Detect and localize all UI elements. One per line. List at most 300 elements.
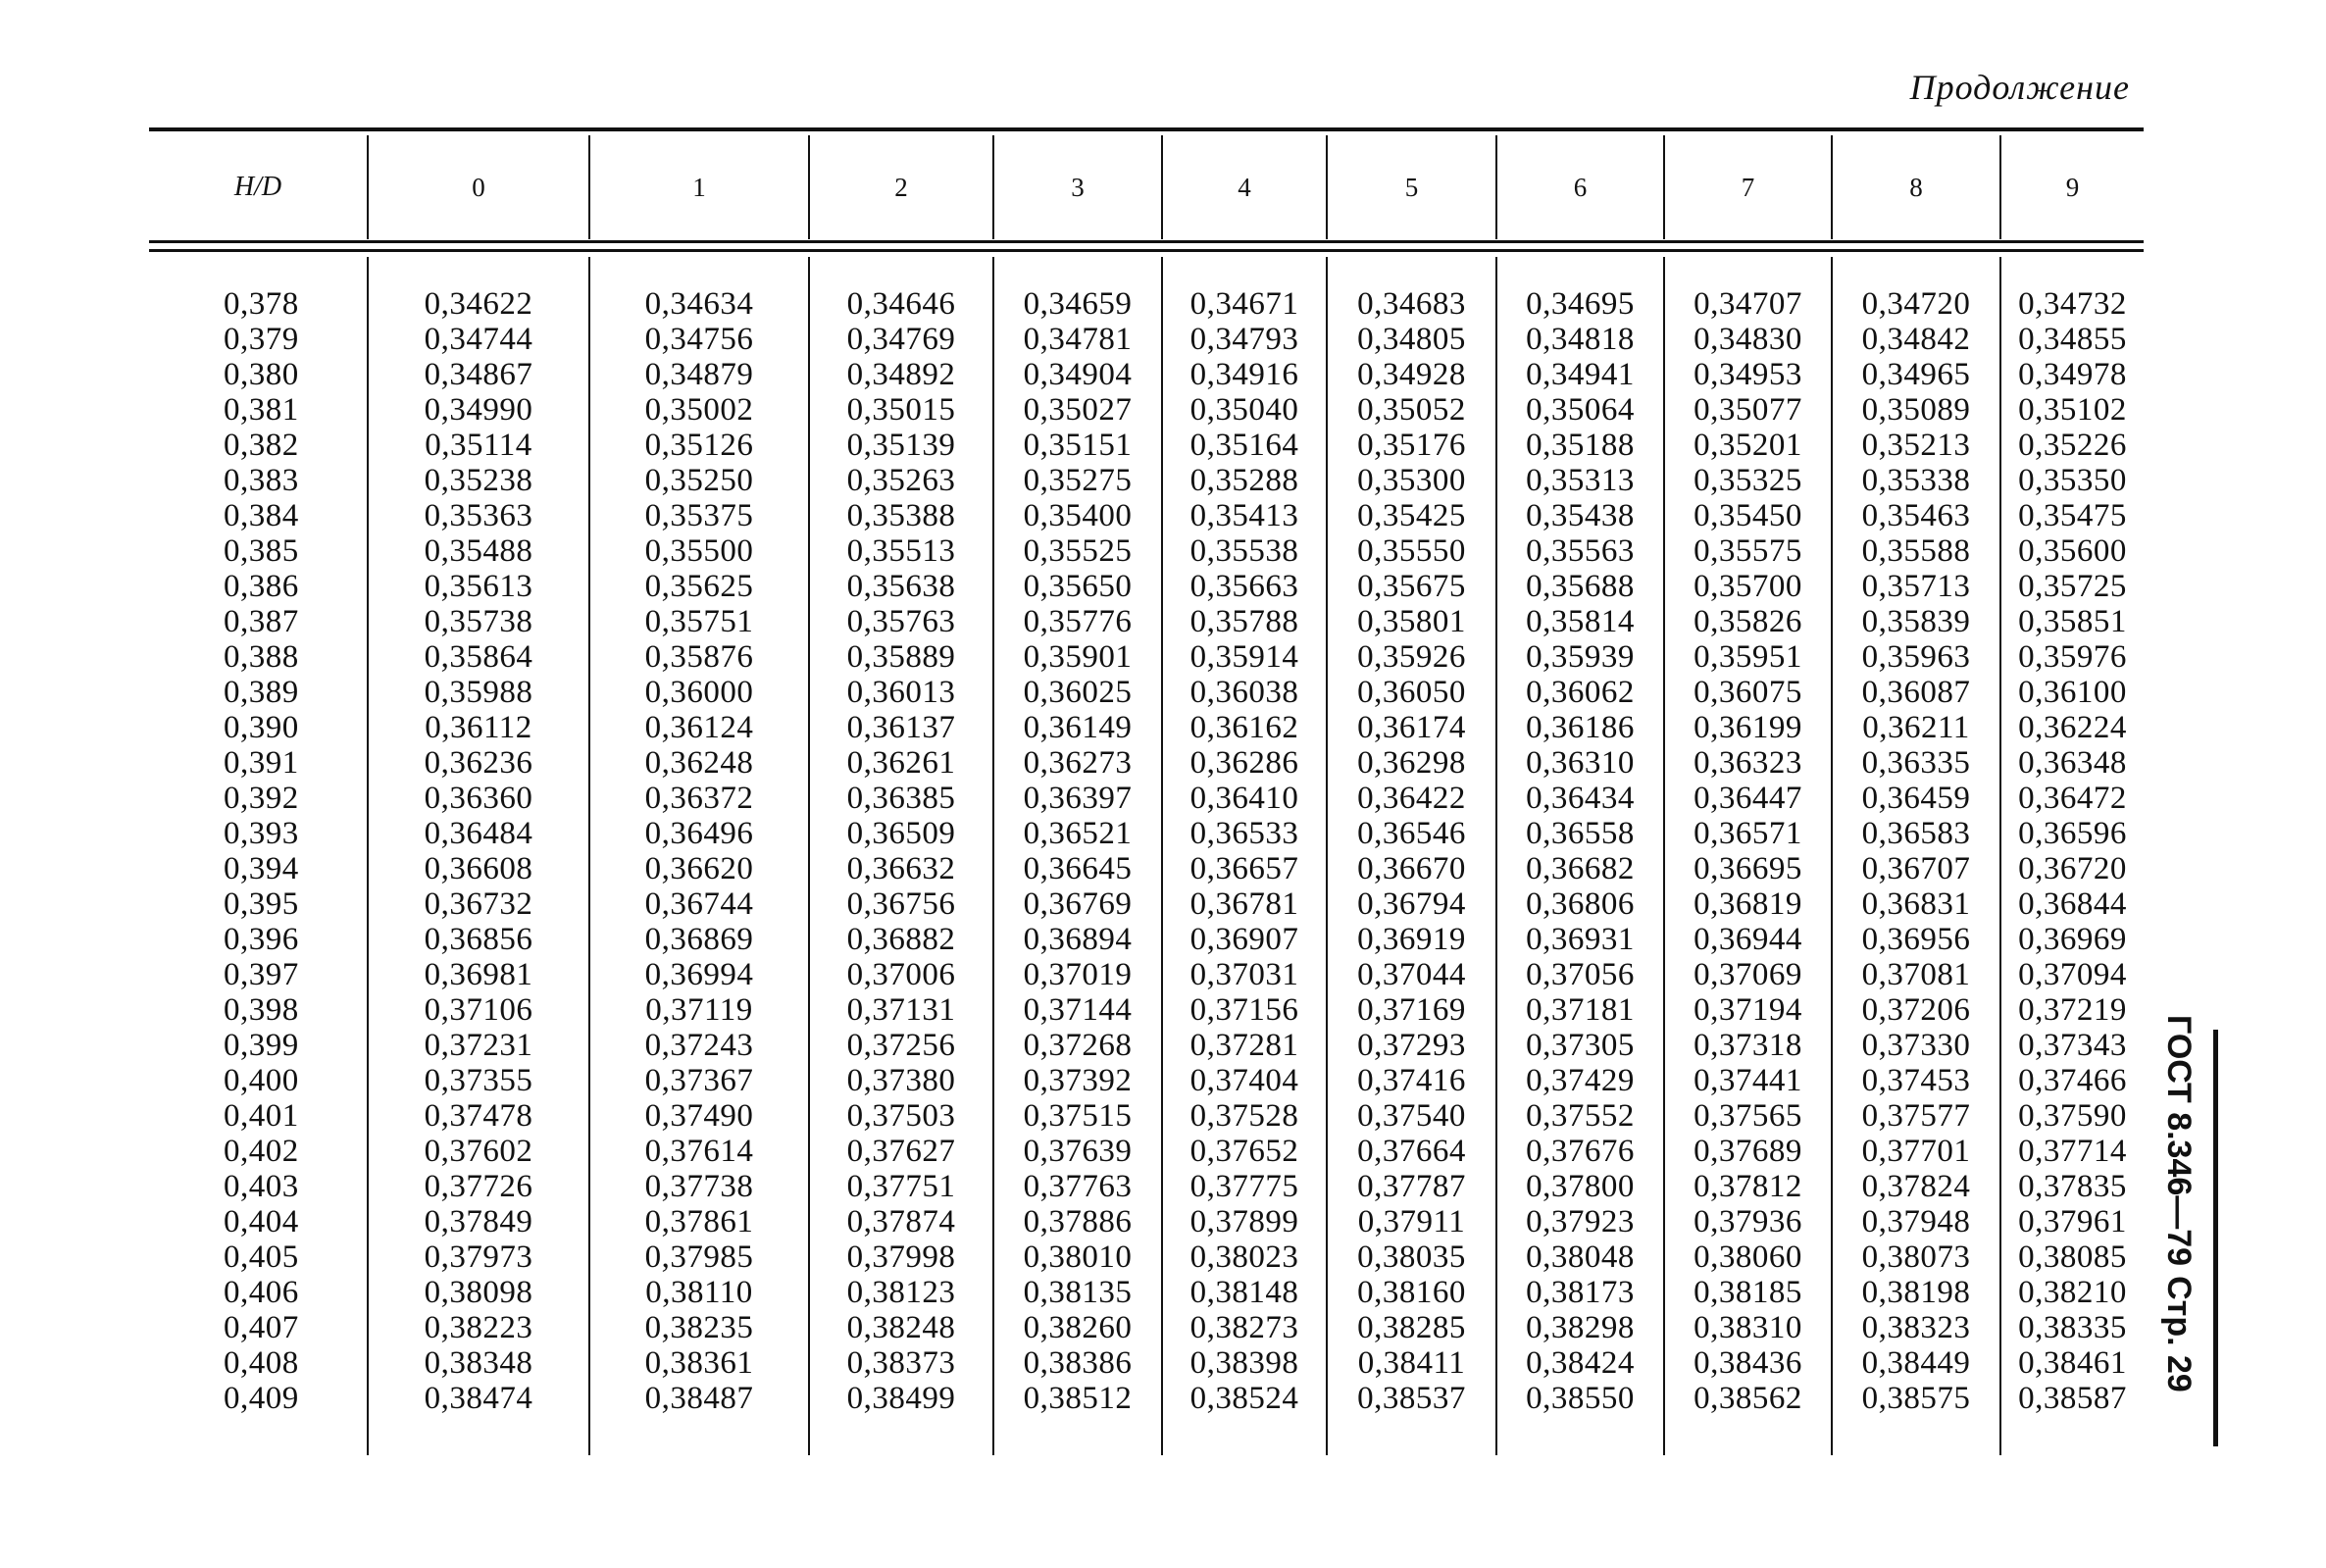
- row-label: 0,405: [224, 1239, 299, 1275]
- row-label: 0,406: [224, 1275, 299, 1310]
- table-cell: 0,35725: [2018, 569, 2127, 604]
- table-cell: 0,38499: [846, 1381, 956, 1416]
- hd-value-column: [149, 257, 367, 1455]
- table-cell: 0,37478: [424, 1098, 533, 1134]
- table-cell: 0,38562: [1694, 1381, 1802, 1416]
- table-cell: 0,35338: [1861, 463, 1971, 498]
- table-cell: 0,38285: [1357, 1310, 1466, 1345]
- table-cell: 0,37219: [2018, 992, 2127, 1028]
- row-label: 0,396: [224, 922, 299, 957]
- table-cell: 0,34879: [644, 357, 754, 392]
- table-cell: 0,35077: [1694, 392, 1802, 428]
- table-cell: 0,38260: [1023, 1310, 1133, 1345]
- table-cell: 0,36385: [846, 781, 956, 816]
- table-cell: 0,35889: [846, 639, 956, 675]
- table-cell: 0,36620: [644, 851, 754, 886]
- table-cell: 0,36558: [1526, 816, 1635, 851]
- row-label: 0,383: [224, 463, 299, 498]
- table-cell: 0,35213: [1861, 428, 1971, 463]
- page-number: Стр. 29: [2160, 1276, 2199, 1392]
- table-cell: 0,34990: [424, 392, 533, 428]
- table-cell: 0,35538: [1189, 533, 1299, 569]
- table-cell: 0,37861: [644, 1204, 754, 1239]
- table-cell: 0,38348: [424, 1345, 533, 1381]
- table-cell: 0,38148: [1189, 1275, 1299, 1310]
- table-cell: 0,36162: [1189, 710, 1299, 745]
- table-cell: 0,37800: [1526, 1169, 1635, 1204]
- table-cell: 0,37281: [1189, 1028, 1299, 1063]
- table-cell: 0,38198: [1861, 1275, 1971, 1310]
- table-cell: 0,37923: [1526, 1204, 1635, 1239]
- table-cell: 0,34793: [1189, 322, 1299, 357]
- table-cell: 0,34769: [846, 322, 956, 357]
- table-cell: 0,37849: [424, 1204, 533, 1239]
- table-cell: 0,38010: [1023, 1239, 1133, 1275]
- table-cell: 0,37318: [1694, 1028, 1802, 1063]
- table-cell: 0,35814: [1526, 604, 1635, 639]
- table-cell: 0,37565: [1694, 1098, 1802, 1134]
- header-col-7: 7: [1663, 135, 1831, 239]
- table-cell: 0,37392: [1023, 1063, 1133, 1098]
- table-cell: 0,37503: [846, 1098, 956, 1134]
- row-label: 0,399: [224, 1028, 299, 1063]
- table-cell: 0,38223: [424, 1310, 533, 1345]
- table-cell: 0,37824: [1861, 1169, 1971, 1204]
- table-cell: 0,36236: [424, 745, 533, 781]
- table-cell: 0,34622: [424, 286, 533, 322]
- table-cell: 0,38474: [424, 1381, 533, 1416]
- table-cell: 0,34646: [846, 286, 956, 322]
- table-cell: 0,36038: [1189, 675, 1299, 710]
- row-label: 0,391: [224, 745, 299, 781]
- header-col-9: 9: [1999, 135, 2144, 239]
- table-cell: 0,38487: [644, 1381, 754, 1416]
- row-label: 0,398: [224, 992, 299, 1028]
- table-cell: 0,35300: [1357, 463, 1466, 498]
- table-cell: 0,37367: [644, 1063, 754, 1098]
- table-cell: 0,36744: [644, 886, 754, 922]
- table-cell: 0,35638: [846, 569, 956, 604]
- table-cell: 0,36894: [1023, 922, 1133, 957]
- table-cell: 0,36174: [1357, 710, 1466, 745]
- header-double-rule-bottom: [149, 249, 2144, 252]
- table-cell: 0,38210: [2018, 1275, 2127, 1310]
- table-cell: 0,36025: [1023, 675, 1133, 710]
- table-cell: 0,34892: [846, 357, 956, 392]
- table-cell: 0,35089: [1861, 392, 1971, 428]
- table-cell: 0,37627: [846, 1134, 956, 1169]
- table-cell: 0,36756: [846, 886, 956, 922]
- table-cell: 0,37812: [1694, 1169, 1802, 1204]
- table-cell: 0,36310: [1526, 745, 1635, 781]
- table-cell: 0,36645: [1023, 851, 1133, 886]
- table-cell: 0,36348: [2018, 745, 2127, 781]
- row-label: 0,384: [224, 498, 299, 533]
- table-cell: 0,37404: [1189, 1063, 1299, 1098]
- table-cell: 0,37206: [1861, 992, 1971, 1028]
- table-cell: 0,37726: [424, 1169, 533, 1204]
- table-cell: 0,37094: [2018, 957, 2127, 992]
- value-column: [1831, 257, 1999, 1455]
- table-cell: 0,34941: [1526, 357, 1635, 392]
- table-cell: 0,36919: [1357, 922, 1466, 957]
- table-cell: 0,35350: [2018, 463, 2127, 498]
- table-cell: 0,35363: [424, 498, 533, 533]
- table-cell: 0,36931: [1526, 922, 1635, 957]
- table-cell: 0,37961: [2018, 1204, 2127, 1239]
- table-cell: 0,37194: [1694, 992, 1802, 1028]
- table-cell: 0,35164: [1189, 428, 1299, 463]
- table-cell: 0,35988: [424, 675, 533, 710]
- table-cell: 0,35963: [1861, 639, 1971, 675]
- table-cell: 0,38323: [1861, 1310, 1971, 1345]
- table-cell: 0,38310: [1694, 1310, 1802, 1345]
- table-cell: 0,36509: [846, 816, 956, 851]
- table-cell: 0,36956: [1861, 922, 1971, 957]
- table-cell: 0,35002: [644, 392, 754, 428]
- table-cell: 0,34805: [1357, 322, 1466, 357]
- table-cell: 0,34634: [644, 286, 754, 322]
- table-cell: 0,38048: [1526, 1239, 1635, 1275]
- value-column: [1326, 257, 1495, 1455]
- table-cell: 0,36062: [1526, 675, 1635, 710]
- table-cell: 0,37416: [1357, 1063, 1466, 1098]
- table-cell: 0,37006: [846, 957, 956, 992]
- table-cell: 0,35901: [1023, 639, 1133, 675]
- table-cell: 0,34683: [1357, 286, 1466, 322]
- table-cell: 0,35064: [1526, 392, 1635, 428]
- table-cell: 0,36149: [1023, 710, 1133, 745]
- table-cell: 0,37664: [1357, 1134, 1466, 1169]
- table-cell: 0,37985: [644, 1239, 754, 1275]
- table-cell: 0,35450: [1694, 498, 1802, 533]
- table-cell: 0,36248: [644, 745, 754, 781]
- table-cell: 0,36533: [1189, 816, 1299, 851]
- table-cell: 0,34904: [1023, 357, 1133, 392]
- table-cell: 0,36422: [1357, 781, 1466, 816]
- table-cell: 0,35151: [1023, 428, 1133, 463]
- table-cell: 0,38411: [1357, 1345, 1466, 1381]
- table-cell: 0,36075: [1694, 675, 1802, 710]
- table-cell: 0,35575: [1694, 533, 1802, 569]
- table-cell: 0,35550: [1357, 533, 1466, 569]
- table-cell: 0,35176: [1357, 428, 1466, 463]
- table-cell: 0,36100: [2018, 675, 2127, 710]
- table-cell: 0,35139: [846, 428, 956, 463]
- row-label: 0,400: [224, 1063, 299, 1098]
- table-cell: 0,37528: [1189, 1098, 1299, 1134]
- table-cell: 0,36335: [1861, 745, 1971, 781]
- value-column: [992, 257, 1161, 1455]
- header-col-3: 3: [992, 135, 1161, 239]
- table-cell: 0,34695: [1526, 286, 1635, 322]
- table-cell: 0,37886: [1023, 1204, 1133, 1239]
- table-cell: 0,36484: [424, 816, 533, 851]
- table-cell: 0,36000: [644, 675, 754, 710]
- table-cell: 0,38512: [1023, 1381, 1133, 1416]
- table-cell: 0,37355: [424, 1063, 533, 1098]
- table-cell: 0,36682: [1526, 851, 1635, 886]
- table-cell: 0,37515: [1023, 1098, 1133, 1134]
- standard-number: ГОСТ 8.346—79: [2160, 1015, 2199, 1267]
- header-col-1: 1: [588, 135, 808, 239]
- row-label: 0,390: [224, 710, 299, 745]
- table-cell: 0,35663: [1189, 569, 1299, 604]
- table-cell: 0,36670: [1357, 851, 1466, 886]
- table-cell: 0,36112: [425, 710, 532, 745]
- table-cell: 0,37911: [1357, 1204, 1466, 1239]
- table-cell: 0,37429: [1526, 1063, 1635, 1098]
- table-cell: 0,36981: [424, 957, 533, 992]
- table-cell: 0,37156: [1189, 992, 1299, 1028]
- table-cell: 0,35102: [2018, 392, 2127, 428]
- table-cell: 0,37552: [1526, 1098, 1635, 1134]
- table-cell: 0,35801: [1357, 604, 1466, 639]
- table-cell: 0,35688: [1526, 569, 1635, 604]
- table-cell: 0,36186: [1526, 710, 1635, 745]
- table-cell: 0,36969: [2018, 922, 2127, 957]
- table-cell: 0,36013: [846, 675, 956, 710]
- row-label: 0,408: [224, 1345, 299, 1381]
- table-cell: 0,37590: [2018, 1098, 2127, 1134]
- value-column: [588, 257, 808, 1455]
- table-cell: 0,36459: [1861, 781, 1971, 816]
- header-double-rule-top: [149, 240, 2144, 243]
- table-cell: 0,35488: [424, 533, 533, 569]
- row-label: 0,379: [224, 322, 299, 357]
- table-cell: 0,38035: [1357, 1239, 1466, 1275]
- table-cell: 0,36546: [1357, 816, 1466, 851]
- table-cell: 0,37144: [1023, 992, 1133, 1028]
- table-cell: 0,35500: [644, 533, 754, 569]
- table-cell: 0,37169: [1357, 992, 1466, 1028]
- table-cell: 0,35114: [425, 428, 532, 463]
- value-column: [808, 257, 992, 1455]
- table-cell: 0,37268: [1023, 1028, 1133, 1063]
- table-cell: 0,37899: [1189, 1204, 1299, 1239]
- table-cell: 0,34756: [644, 322, 754, 357]
- table-cell: 0,37714: [2018, 1134, 2127, 1169]
- table-cell: 0,34928: [1357, 357, 1466, 392]
- table-cell: 0,38335: [2018, 1310, 2127, 1345]
- table-cell: 0,36273: [1023, 745, 1133, 781]
- table-cell: 0,37602: [424, 1134, 533, 1169]
- table-cell: 0,38135: [1023, 1275, 1133, 1310]
- table-cell: 0,38173: [1526, 1275, 1635, 1310]
- header-corner-hd: H/D: [233, 172, 282, 202]
- header-col-0: 0: [367, 135, 588, 239]
- header-col-6: 6: [1495, 135, 1663, 239]
- table-cell: 0,37614: [644, 1134, 754, 1169]
- table-cell: 0,38085: [2018, 1239, 2127, 1275]
- table-cell: 0,37936: [1694, 1204, 1802, 1239]
- table-cell: 0,36434: [1526, 781, 1635, 816]
- table-cell: 0,36944: [1694, 922, 1802, 957]
- table-cell: 0,38386: [1023, 1345, 1133, 1381]
- table-cell: 0,35788: [1189, 604, 1299, 639]
- table-cell: 0,35563: [1526, 533, 1635, 569]
- table-cell: 0,38073: [1861, 1239, 1971, 1275]
- table-cell: 0,38060: [1694, 1239, 1802, 1275]
- table-cell: 0,36707: [1861, 851, 1971, 886]
- table-cell: 0,35052: [1357, 392, 1466, 428]
- table-cell: 0,37577: [1861, 1098, 1971, 1134]
- table-cell: 0,37763: [1023, 1169, 1133, 1204]
- table-cell: 0,36869: [644, 922, 754, 957]
- row-label: 0,382: [224, 428, 299, 463]
- table-cell: 0,37044: [1357, 957, 1466, 992]
- table-cell: 0,36819: [1694, 886, 1802, 922]
- table-cell: 0,37540: [1357, 1098, 1466, 1134]
- table-cell: 0,37874: [846, 1204, 956, 1239]
- table-cell: 0,35926: [1357, 639, 1466, 675]
- table-cell: 0,36286: [1189, 745, 1299, 781]
- table-cell: 0,36137: [846, 710, 956, 745]
- table-cell: 0,36447: [1694, 781, 1802, 816]
- table-cell: 0,36521: [1023, 816, 1133, 851]
- table-cell: 0,34732: [2018, 286, 2127, 322]
- table-cell: 0,37019: [1023, 957, 1133, 992]
- table-cell: 0,37256: [846, 1028, 956, 1063]
- value-column: [1495, 257, 1663, 1455]
- table-cell: 0,37131: [846, 992, 956, 1028]
- row-label: 0,381: [224, 392, 299, 428]
- table-cell: 0,36907: [1189, 922, 1299, 957]
- table-cell: 0,35851: [2018, 604, 2127, 639]
- table-cell: 0,37787: [1357, 1169, 1466, 1204]
- table-cell: 0,38110: [645, 1275, 753, 1310]
- table-cell: 0,37106: [424, 992, 533, 1028]
- table-cell: 0,36657: [1189, 851, 1299, 886]
- row-label: 0,385: [224, 533, 299, 569]
- table-cell: 0,37701: [1861, 1134, 1971, 1169]
- table-cell: 0,38123: [846, 1275, 956, 1310]
- table-cell: 0,37380: [846, 1063, 956, 1098]
- table-cell: 0,35413: [1189, 498, 1299, 533]
- table-cell: 0,37441: [1694, 1063, 1802, 1098]
- table-cell: 0,36397: [1023, 781, 1133, 816]
- table-cell: 0,36571: [1694, 816, 1802, 851]
- table-cell: 0,35939: [1526, 639, 1635, 675]
- table-cell: 0,35188: [1526, 428, 1635, 463]
- table-cell: 0,36844: [2018, 886, 2127, 922]
- table-cell: 0,38461: [2018, 1345, 2127, 1381]
- header-col-5: 5: [1326, 135, 1495, 239]
- table-cell: 0,34830: [1694, 322, 1802, 357]
- row-label: 0,407: [224, 1310, 299, 1345]
- table-cell: 0,35588: [1861, 533, 1971, 569]
- table-cell: 0,37453: [1861, 1063, 1971, 1098]
- table-cell: 0,38185: [1694, 1275, 1802, 1310]
- table-cell: 0,36199: [1694, 710, 1802, 745]
- table-cell: 0,38273: [1189, 1310, 1299, 1345]
- table-cell: 0,34671: [1189, 286, 1299, 322]
- table-cell: 0,34659: [1023, 286, 1133, 322]
- table-cell: 0,35238: [424, 463, 533, 498]
- table-cell: 0,35876: [644, 639, 754, 675]
- table-cell: 0,35425: [1357, 498, 1466, 533]
- table-cell: 0,38449: [1861, 1345, 1971, 1381]
- table-cell: 0,37775: [1189, 1169, 1299, 1204]
- table-cell: 0,35826: [1694, 604, 1802, 639]
- table-cell: 0,35864: [424, 639, 533, 675]
- table-body: [149, 257, 2144, 1455]
- value-column: [1663, 257, 1831, 1455]
- table-cell: 0,34818: [1526, 322, 1635, 357]
- table-cell: 0,34978: [2018, 357, 2127, 392]
- table-cell: 0,35600: [2018, 533, 2127, 569]
- table-cell: 0,35201: [1694, 428, 1802, 463]
- table-cell: 0,35375: [644, 498, 754, 533]
- table-cell: 0,36372: [644, 781, 754, 816]
- table-cell: 0,34744: [424, 322, 533, 357]
- table-cell: 0,37181: [1526, 992, 1635, 1028]
- value-column: [1161, 257, 1326, 1455]
- table-cell: 0,37056: [1526, 957, 1635, 992]
- row-label: 0,380: [224, 357, 299, 392]
- table-cell: 0,34707: [1694, 286, 1802, 322]
- table-cell: 0,37689: [1694, 1134, 1802, 1169]
- table-cell: 0,34916: [1189, 357, 1299, 392]
- header-col-8: 8: [1831, 135, 1999, 239]
- row-label: 0,401: [224, 1098, 299, 1134]
- table-cell: 0,35839: [1861, 604, 1971, 639]
- table-cell: 0,35713: [1861, 569, 1971, 604]
- header-col-2: 2: [808, 135, 992, 239]
- table-cell: 0,35513: [846, 533, 956, 569]
- table-cell: 0,37081: [1861, 957, 1971, 992]
- table-cell: 0,36994: [644, 957, 754, 992]
- table-cell: 0,36732: [424, 886, 533, 922]
- table-cell: 0,36472: [2018, 781, 2127, 816]
- table-cell: 0,34965: [1861, 357, 1971, 392]
- continuation-label: Продолжение: [1909, 68, 2130, 107]
- table-cell: 0,35263: [846, 463, 956, 498]
- row-label: 0,387: [224, 604, 299, 639]
- table-cell: 0,36608: [424, 851, 533, 886]
- table-cell: 0,37119: [645, 992, 753, 1028]
- table-cell: 0,38361: [644, 1345, 754, 1381]
- table-cell: 0,34855: [2018, 322, 2127, 357]
- table-cell: 0,36882: [846, 922, 956, 957]
- table-cell: 0,36781: [1189, 886, 1299, 922]
- table-cell: 0,35313: [1526, 463, 1635, 498]
- row-label: 0,388: [224, 639, 299, 675]
- row-label: 0,403: [224, 1169, 299, 1204]
- table-cell: 0,38235: [644, 1310, 754, 1345]
- table-cell: 0,35976: [2018, 639, 2127, 675]
- table-cell: 0,35914: [1189, 639, 1299, 675]
- row-label: 0,409: [224, 1381, 299, 1416]
- table-cell: 0,35525: [1023, 533, 1133, 569]
- table-cell: 0,35015: [846, 392, 956, 428]
- table-cell: 0,37305: [1526, 1028, 1635, 1063]
- table-cell: 0,38587: [2018, 1381, 2127, 1416]
- table-cell: 0,38550: [1526, 1381, 1635, 1416]
- table-cell: 0,37243: [644, 1028, 754, 1063]
- table-cell: 0,38424: [1526, 1345, 1635, 1381]
- table-cell: 0,37676: [1526, 1134, 1635, 1169]
- row-label: 0,394: [224, 851, 299, 886]
- table-cell: 0,38537: [1357, 1381, 1466, 1416]
- table-cell: 0,36496: [644, 816, 754, 851]
- table-cell: 0,35027: [1023, 392, 1133, 428]
- header-col-4: 4: [1161, 135, 1326, 239]
- table-cell: 0,37069: [1694, 957, 1802, 992]
- table-cell: 0,37490: [644, 1098, 754, 1134]
- table-cell: 0,34867: [424, 357, 533, 392]
- table-cell: 0,36769: [1023, 886, 1133, 922]
